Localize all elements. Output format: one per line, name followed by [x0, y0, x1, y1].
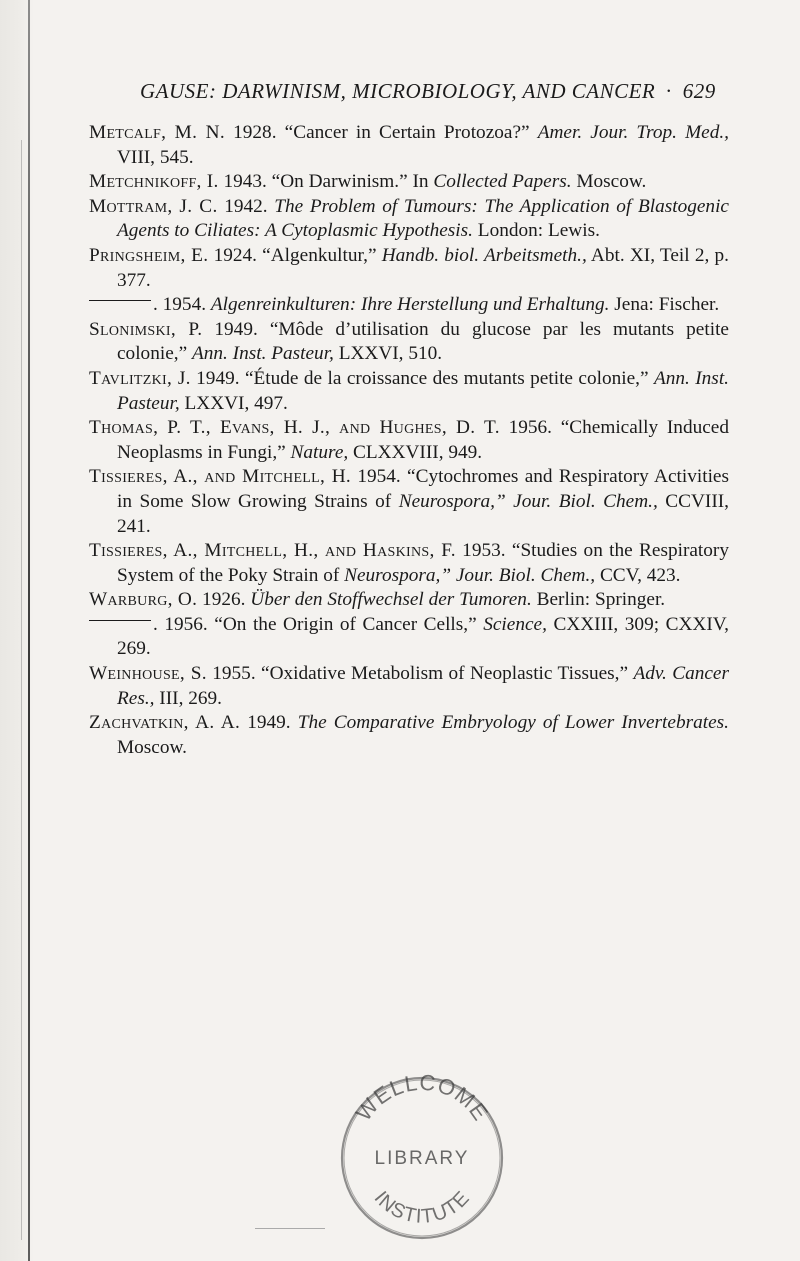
reference-citation: LXXVI, 497.	[179, 392, 288, 414]
reference-text: . 1956. “On the Origin of Cancer Cells,”	[153, 613, 484, 635]
reference-citation: Moscow.	[571, 171, 647, 193]
reference-source: Algenreinkulturen: Ihre Herstellung und Erhaltung.	[210, 294, 610, 316]
reference-citation: CXXIII, 309; CXXIV, 269.	[117, 613, 729, 660]
reference-author: Thomas, P. T., Evans, H. J., and Hughes, D. T.	[89, 417, 500, 439]
reference-author: Tavlitzki, J.	[89, 367, 191, 389]
reference-text: 1926.	[197, 589, 251, 611]
ditto-dash	[89, 300, 151, 301]
reference-author: Warburg, O.	[89, 589, 198, 611]
reference-citation: VIII, 545.	[117, 146, 194, 168]
stamp-bottom-text: INSTITUTE	[369, 1186, 475, 1228]
reference-list	[89, 121, 729, 760]
reference-source: Neurospora,” Jour. Biol. Chem.,	[398, 490, 658, 512]
reference-text: 1924. “Algenkultur,”	[208, 244, 382, 266]
reference-text: 1956. “Chemically Induced Neoplasms in Fungi,”	[117, 417, 729, 463]
ditto-dash	[89, 620, 151, 621]
reference-entry	[89, 662, 729, 711]
header-separator: ·	[665, 79, 673, 103]
reference-source: Handb. biol. Arbeitsmeth.,	[381, 244, 587, 266]
reference-source: Nature,	[290, 441, 349, 463]
reference-source: Neurospora,” Jour. Biol. Chem.,	[344, 564, 596, 586]
reference-text: 1949. “Étude de la croissance des mutants petite colonie,”	[190, 367, 654, 389]
reference-author: Tissieres, A., and Mitchell, H.	[89, 466, 352, 488]
reference-entry	[89, 195, 729, 244]
reference-source: Über den Stoffwechsel der Tumoren.	[250, 589, 532, 611]
reference-text: . 1954.	[153, 294, 211, 316]
reference-source: Ann. Inst. Pasteur,	[191, 343, 334, 365]
reference-citation: CCV, 423.	[595, 564, 681, 586]
reference-entry	[89, 539, 729, 588]
reference-citation: LXXVI, 510.	[333, 343, 443, 365]
reference-text: 1943. “On Darwinism.” In	[218, 171, 434, 193]
library-stamp	[322, 1060, 522, 1240]
reference-author: Mottram, J. C.	[89, 195, 218, 217]
reference-entry	[89, 121, 729, 170]
reference-source: Science,	[483, 613, 547, 635]
reference-source: The Comparative Embryology of Lower Invertebrates.	[297, 712, 729, 734]
binding-edge	[28, 0, 30, 1261]
reference-text: 1954. “Cytochromes and Respiratory Activities in Some Slow Growing Strains of	[117, 466, 729, 512]
stamp-underline	[255, 1228, 325, 1229]
reference-citation: CCVIII, 241.	[117, 490, 730, 537]
running-header	[140, 79, 730, 104]
reference-text: 1953. “Studies on the Respiratory System of the Poky Strain of	[117, 540, 729, 586]
reference-entry	[89, 465, 729, 539]
reference-author: Metchnikoff, I.	[89, 171, 219, 193]
reference-entry	[89, 711, 729, 760]
reference-author: Weinhouse, S.	[89, 663, 207, 685]
reference-author: Zachvatkin, A. A.	[89, 712, 241, 734]
reference-source: Amer. Jour. Trop. Med.,	[537, 122, 729, 143]
reference-citation: Jena: Fischer.	[609, 294, 720, 316]
reference-entry	[89, 318, 729, 367]
stamp-top-text: WELLCOME	[350, 1069, 494, 1126]
reference-author: Slonimski, P.	[89, 318, 203, 340]
reference-entry	[89, 170, 729, 195]
reference-text: 1949. “Môde d’utilisation du glucose par les mutants petite colonie,”	[117, 318, 729, 365]
running-title: GAUSE: DARWINISM, MICROBIOLOGY, AND CANCER	[140, 79, 656, 103]
reference-entry	[89, 367, 729, 416]
binding-line	[21, 140, 22, 1240]
reference-source: Collected Papers.	[433, 171, 572, 193]
reference-citation: Berlin: Springer.	[531, 589, 666, 611]
reference-text: 1928. “Cancer in Certain Protozoa?”	[225, 122, 538, 143]
reference-entry	[89, 416, 729, 465]
reference-citation: London: Lewis.	[472, 220, 600, 242]
stamp-center-text: LIBRARY	[374, 1148, 470, 1169]
reference-source: The Problem of Tumours: The Application of Blastogenic Agents to Ciliates: A Cytoplasmic Hypothesis.	[117, 195, 729, 242]
reference-author: Pringsheim, E.	[89, 244, 209, 266]
reference-entry	[89, 293, 729, 318]
page-number: 629	[682, 79, 716, 103]
reference-entry	[89, 613, 729, 662]
reference-author: Metcalf, M. N.	[89, 122, 226, 143]
reference-citation: III, 269.	[154, 687, 222, 709]
reference-text: 1955. “Oxidative Metabolism of Neoplastic Tissues,”	[206, 663, 634, 685]
reference-text: 1949.	[240, 712, 298, 734]
reference-author: Tissieres, A., Mitchell, H., and Haskins, F.	[89, 540, 456, 562]
reference-citation: CLXXVIII, 949.	[348, 441, 483, 463]
reference-source: Adv. Cancer Res.,	[117, 663, 729, 709]
reference-citation: Moscow.	[117, 736, 187, 758]
reference-citation: Abt. XI, Teil 2, p. 377.	[117, 244, 729, 291]
reference-entry	[89, 588, 729, 613]
reference-text: 1942.	[217, 195, 275, 217]
reference-source: Ann. Inst. Pasteur,	[117, 367, 729, 414]
reference-entry	[89, 244, 729, 293]
